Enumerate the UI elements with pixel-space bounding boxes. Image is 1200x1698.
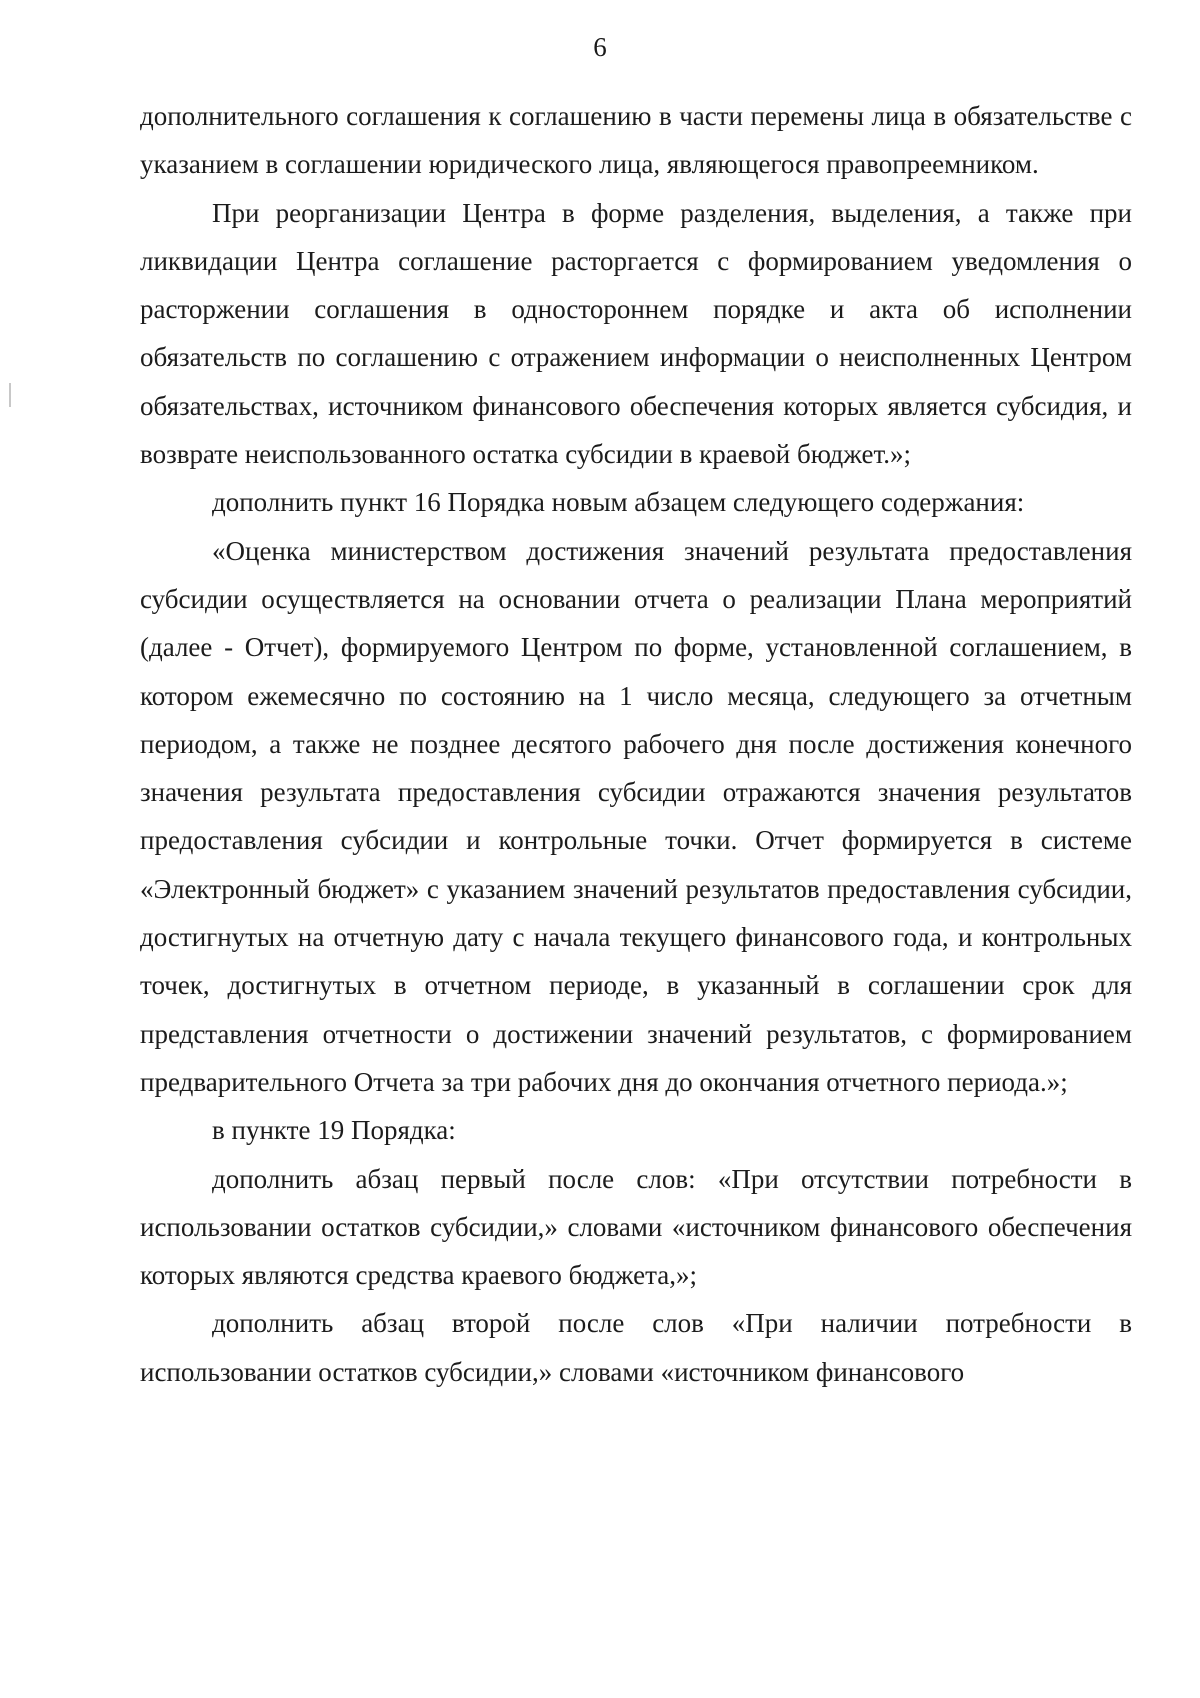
document-body — [140, 92, 1132, 1396]
page-number: 6 — [593, 32, 607, 62]
paragraph-amend-first: дополнить абзац первый после слов: «При отсутствии потребности в использовании остатков субсидии,» словами «источником финансового обеспечения которых являются средства краевого бюджета,»; — [140, 1163, 1132, 1291]
paragraph-point-19: в пункте 19 Порядка: — [212, 1115, 456, 1146]
paragraph-amend-second: дополнить абзац второй после слов «При наличии потребности в использовании остатков субсидии,» словами «источником финансового — [140, 1308, 1132, 1387]
scan-artifact — [9, 383, 11, 407]
paragraph-reorganization: При реорганизации Центра в форме разделения, выделения, а также при ликвидации Центра соглашение расторгается с формированием уведомления о расторжении соглашения в одностороннем порядке и акта об исполнении обязательств по соглашению с отражением информации о неисполненных Центром обязательствах, источником финансового обеспечения которых является субсидия, и возврате неиспользованного остатка субсидии в краевой бюджет.»; — [140, 197, 1132, 470]
paragraph-assessment: «Оценка министерством достижения значений результата предоставления субсидии осуществляется на основании отчета о реализации Плана мероприятий (далее - Отчет), формируемого Центром по форме, установленной соглашением, в котором ежемесячно по состоянию на 1 число месяца, следующего за отчетным периодом, а также не позднее десятого рабочего дня после достижения конечного значения результата предоставления субсидии отражаются значения результатов предоставления субсидии и контрольные точки. Отчет формируется в системе «Электронный бюджет» с указанием значений результатов предоставления субсидии, достигнутых на отчетную дату с начала текущего финансового года, и контрольных точек, достигнутых в отчетном периоде, в указанный в соглашении срок для представления отчетности о достижении значений результатов, с формированием предварительного Отчета за три рабочих дня до окончания отчетного периода.»; — [140, 535, 1132, 1097]
paragraph-amend-point-16: дополнить пункт 16 Порядка новым абзацем следующего содержания: — [212, 487, 1025, 518]
paragraph-continuation: дополнительного соглашения к соглашению в части перемены лица в обязательстве с указанием в соглашении юридического лица, являющегося правопреемником. — [140, 101, 1132, 180]
